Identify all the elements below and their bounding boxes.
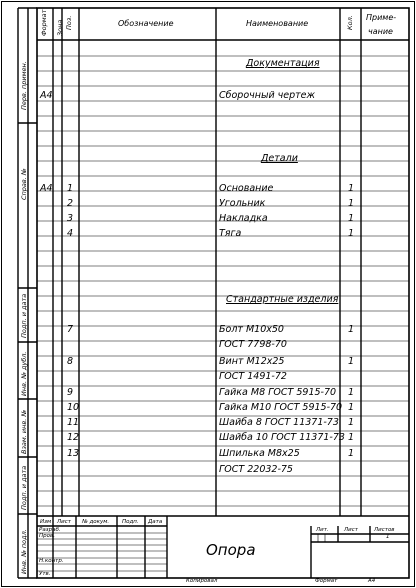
row-name: Шайба 8 ГОСТ 11371-73 [219, 417, 339, 428]
row-position: 4 [67, 228, 74, 239]
row-position: 13 [67, 448, 80, 459]
row-name: Угольник [219, 198, 266, 209]
row-name: Накладка [219, 213, 268, 224]
header-pos: Поз. [65, 15, 73, 30]
footer-format-value: А4 [368, 578, 376, 584]
row-position: 7 [67, 324, 74, 335]
side-label-vzam: Взам. инв. № [20, 409, 28, 454]
row-name: Болт М10х50 [219, 324, 284, 335]
row-quantity: 1 [348, 324, 355, 335]
row-quantity: 1 [348, 183, 355, 194]
row-quantity: 1 [348, 417, 355, 428]
side-label-inv-podl: Инв. № подл. [20, 529, 28, 574]
tb-data: Дата [148, 519, 163, 525]
tb-prov: Пров. [39, 533, 55, 539]
row-name: Сборочный чертеж [219, 90, 316, 101]
row-name: Гайка М8 ГОСТ 5915-70 [219, 387, 337, 398]
row-position: 1 [67, 183, 74, 194]
header-zone: Зона [56, 19, 64, 36]
side-label-podp2: Подп. и дата [20, 465, 28, 510]
side-label-podp1: Подп. и дата [20, 293, 28, 338]
row-name: Основание [219, 183, 274, 194]
row-position: 11 [67, 417, 80, 428]
row-quantity: 1 [348, 213, 355, 224]
row-name: Тяга [219, 228, 242, 239]
row-quantity: 1 [348, 402, 355, 413]
document-title: Опора [206, 541, 256, 559]
row-name: Шпилька М8х25 [219, 448, 300, 459]
side-label-perv: Перв. примен. [20, 61, 28, 110]
footer-copied: Копировал [186, 578, 218, 584]
tb-utv: Утв. [39, 571, 51, 577]
side-label-sprav: Справ. № [20, 168, 28, 200]
section-details: Детали [261, 153, 298, 164]
row-name: ГОСТ 7798-70 [219, 339, 287, 350]
tb-list2: Лист [344, 527, 358, 533]
row-name: Гайка М10 ГОСТ 5915-70 [219, 402, 343, 413]
header-qty: Кол. [346, 15, 354, 30]
tb-nkontr: Н.контр. [39, 558, 64, 564]
tb-listov: Листов [374, 527, 395, 533]
section-documentation: Документация [246, 58, 320, 69]
tb-podp: Подп. [122, 519, 139, 525]
row-position: 9 [67, 387, 74, 398]
footer-format: Формат [315, 578, 338, 584]
row-quantity: 1 [348, 432, 355, 443]
row-position: 3 [67, 213, 74, 224]
section-standard: Стандартные изделия [226, 294, 339, 305]
row-position: 2 [67, 198, 74, 209]
header-note-1: Приме- [366, 13, 397, 22]
row-name: Винт М12х25 [219, 356, 285, 367]
tb-lit: Лит. [316, 527, 329, 533]
tb-listov-value: 1 [386, 534, 390, 540]
row-position: 10 [67, 402, 80, 413]
row-quantity: 1 [348, 448, 355, 459]
row-name: Шайба 10 ГОСТ 11371-73 [219, 432, 345, 443]
row-position: 12 [67, 432, 80, 443]
row-position: 8 [67, 356, 74, 367]
side-label-inv-dubl: Инв. № дубл. [20, 351, 28, 396]
row-quantity: 1 [348, 198, 355, 209]
row-quantity: 1 [348, 387, 355, 398]
header-designation: Обозначение [118, 19, 174, 28]
tb-razrab: Разраб. [39, 527, 61, 533]
tb-list: Лист [57, 519, 71, 525]
tb-izm: Изм [40, 519, 52, 525]
row-name: ГОСТ 1491-72 [219, 371, 287, 382]
tb-ndok: № докум. [82, 519, 110, 525]
row-quantity: 1 [348, 228, 355, 239]
header-format: Формат [40, 9, 48, 36]
header-name: Наименование [246, 19, 309, 28]
header-note-2: чание [368, 27, 393, 36]
row-quantity: 1 [348, 356, 355, 367]
row-format: А4 [40, 90, 53, 101]
row-format: А4 [40, 183, 53, 194]
row-name: ГОСТ 22032-75 [219, 464, 293, 475]
